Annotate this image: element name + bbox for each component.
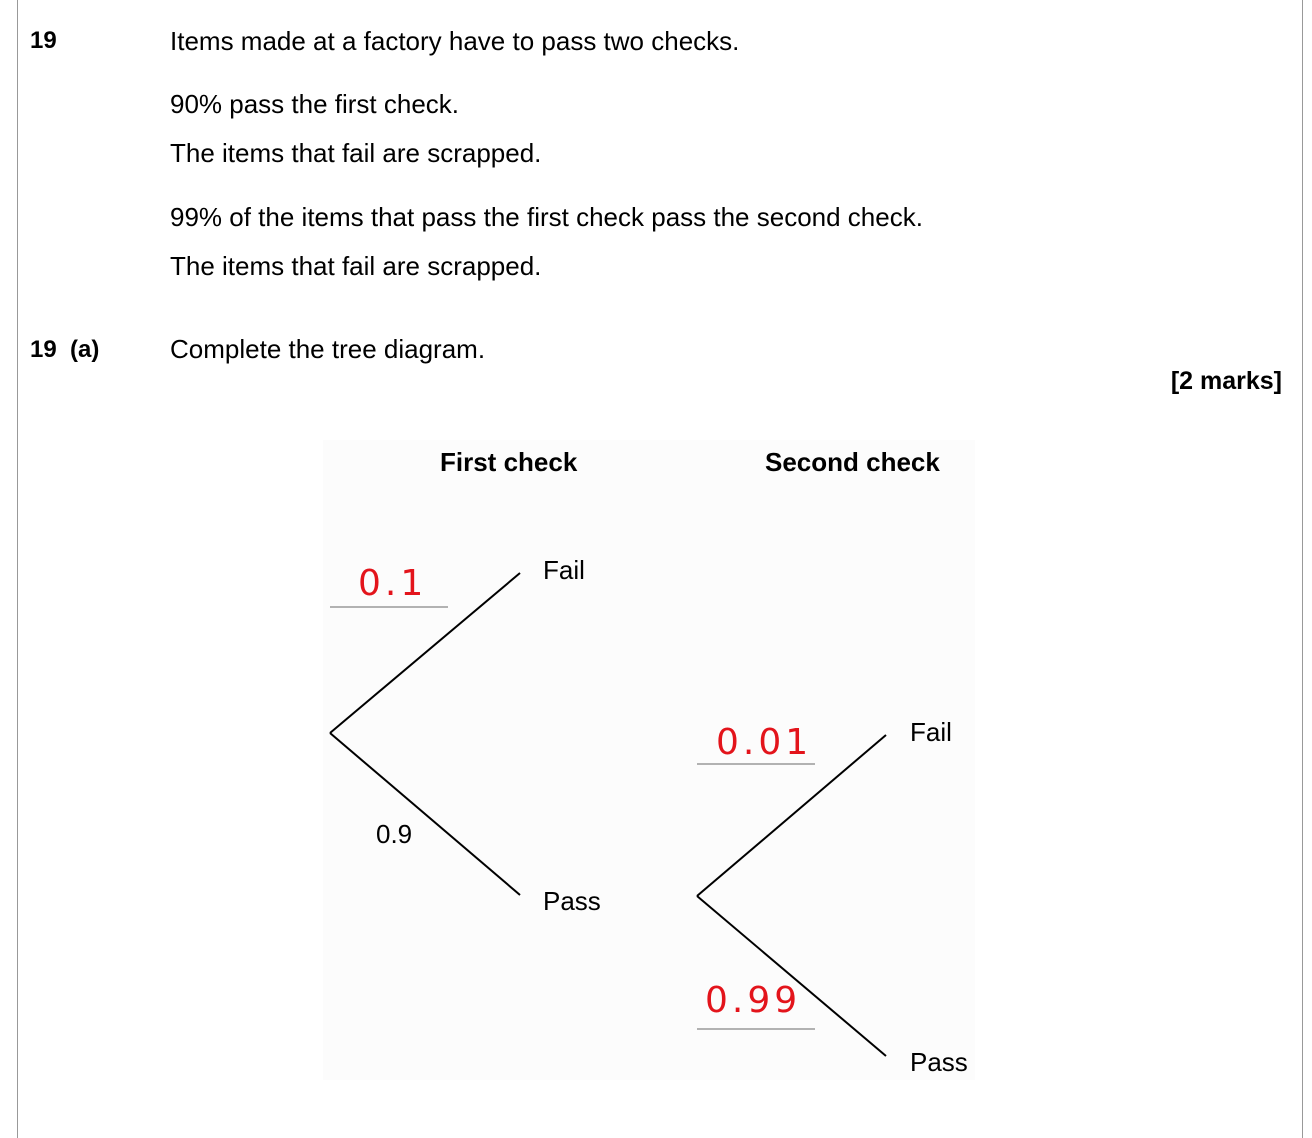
second-fail-probability-answer: 0.01	[716, 722, 813, 763]
question-line-5: The items that fail are scrapped.	[170, 251, 542, 281]
part-a-number: 19 (a)	[30, 336, 100, 363]
question-line-3: The items that fail are scrapped.	[170, 138, 542, 168]
first-check-header: First check	[440, 447, 578, 477]
first-pass-label: Pass	[543, 886, 601, 916]
part-a-instruction: Complete the tree diagram.	[170, 334, 486, 364]
first-pass-probability: 0.9	[376, 819, 413, 849]
second-pass-label: Pass	[910, 1047, 968, 1077]
second-fail-label: Fail	[910, 717, 952, 747]
question-line-1: Items made at a factory have to pass two checks.	[170, 26, 740, 56]
second-check-header: Second check	[765, 447, 940, 477]
question-line-2: 90% pass the first check.	[170, 89, 460, 119]
question-line-4: 99% of the items that pass the first check pass the second check.	[170, 202, 923, 232]
first-fail-probability-answer: 0.1	[358, 563, 428, 604]
question-number: 19	[30, 27, 57, 54]
second-pass-branch	[697, 896, 886, 1056]
marks-label: [2 marks]	[1170, 367, 1282, 395]
first-pass-branch	[330, 733, 520, 895]
second-pass-probability-answer: 0.99	[705, 980, 802, 1021]
first-fail-label: Fail	[543, 555, 585, 585]
